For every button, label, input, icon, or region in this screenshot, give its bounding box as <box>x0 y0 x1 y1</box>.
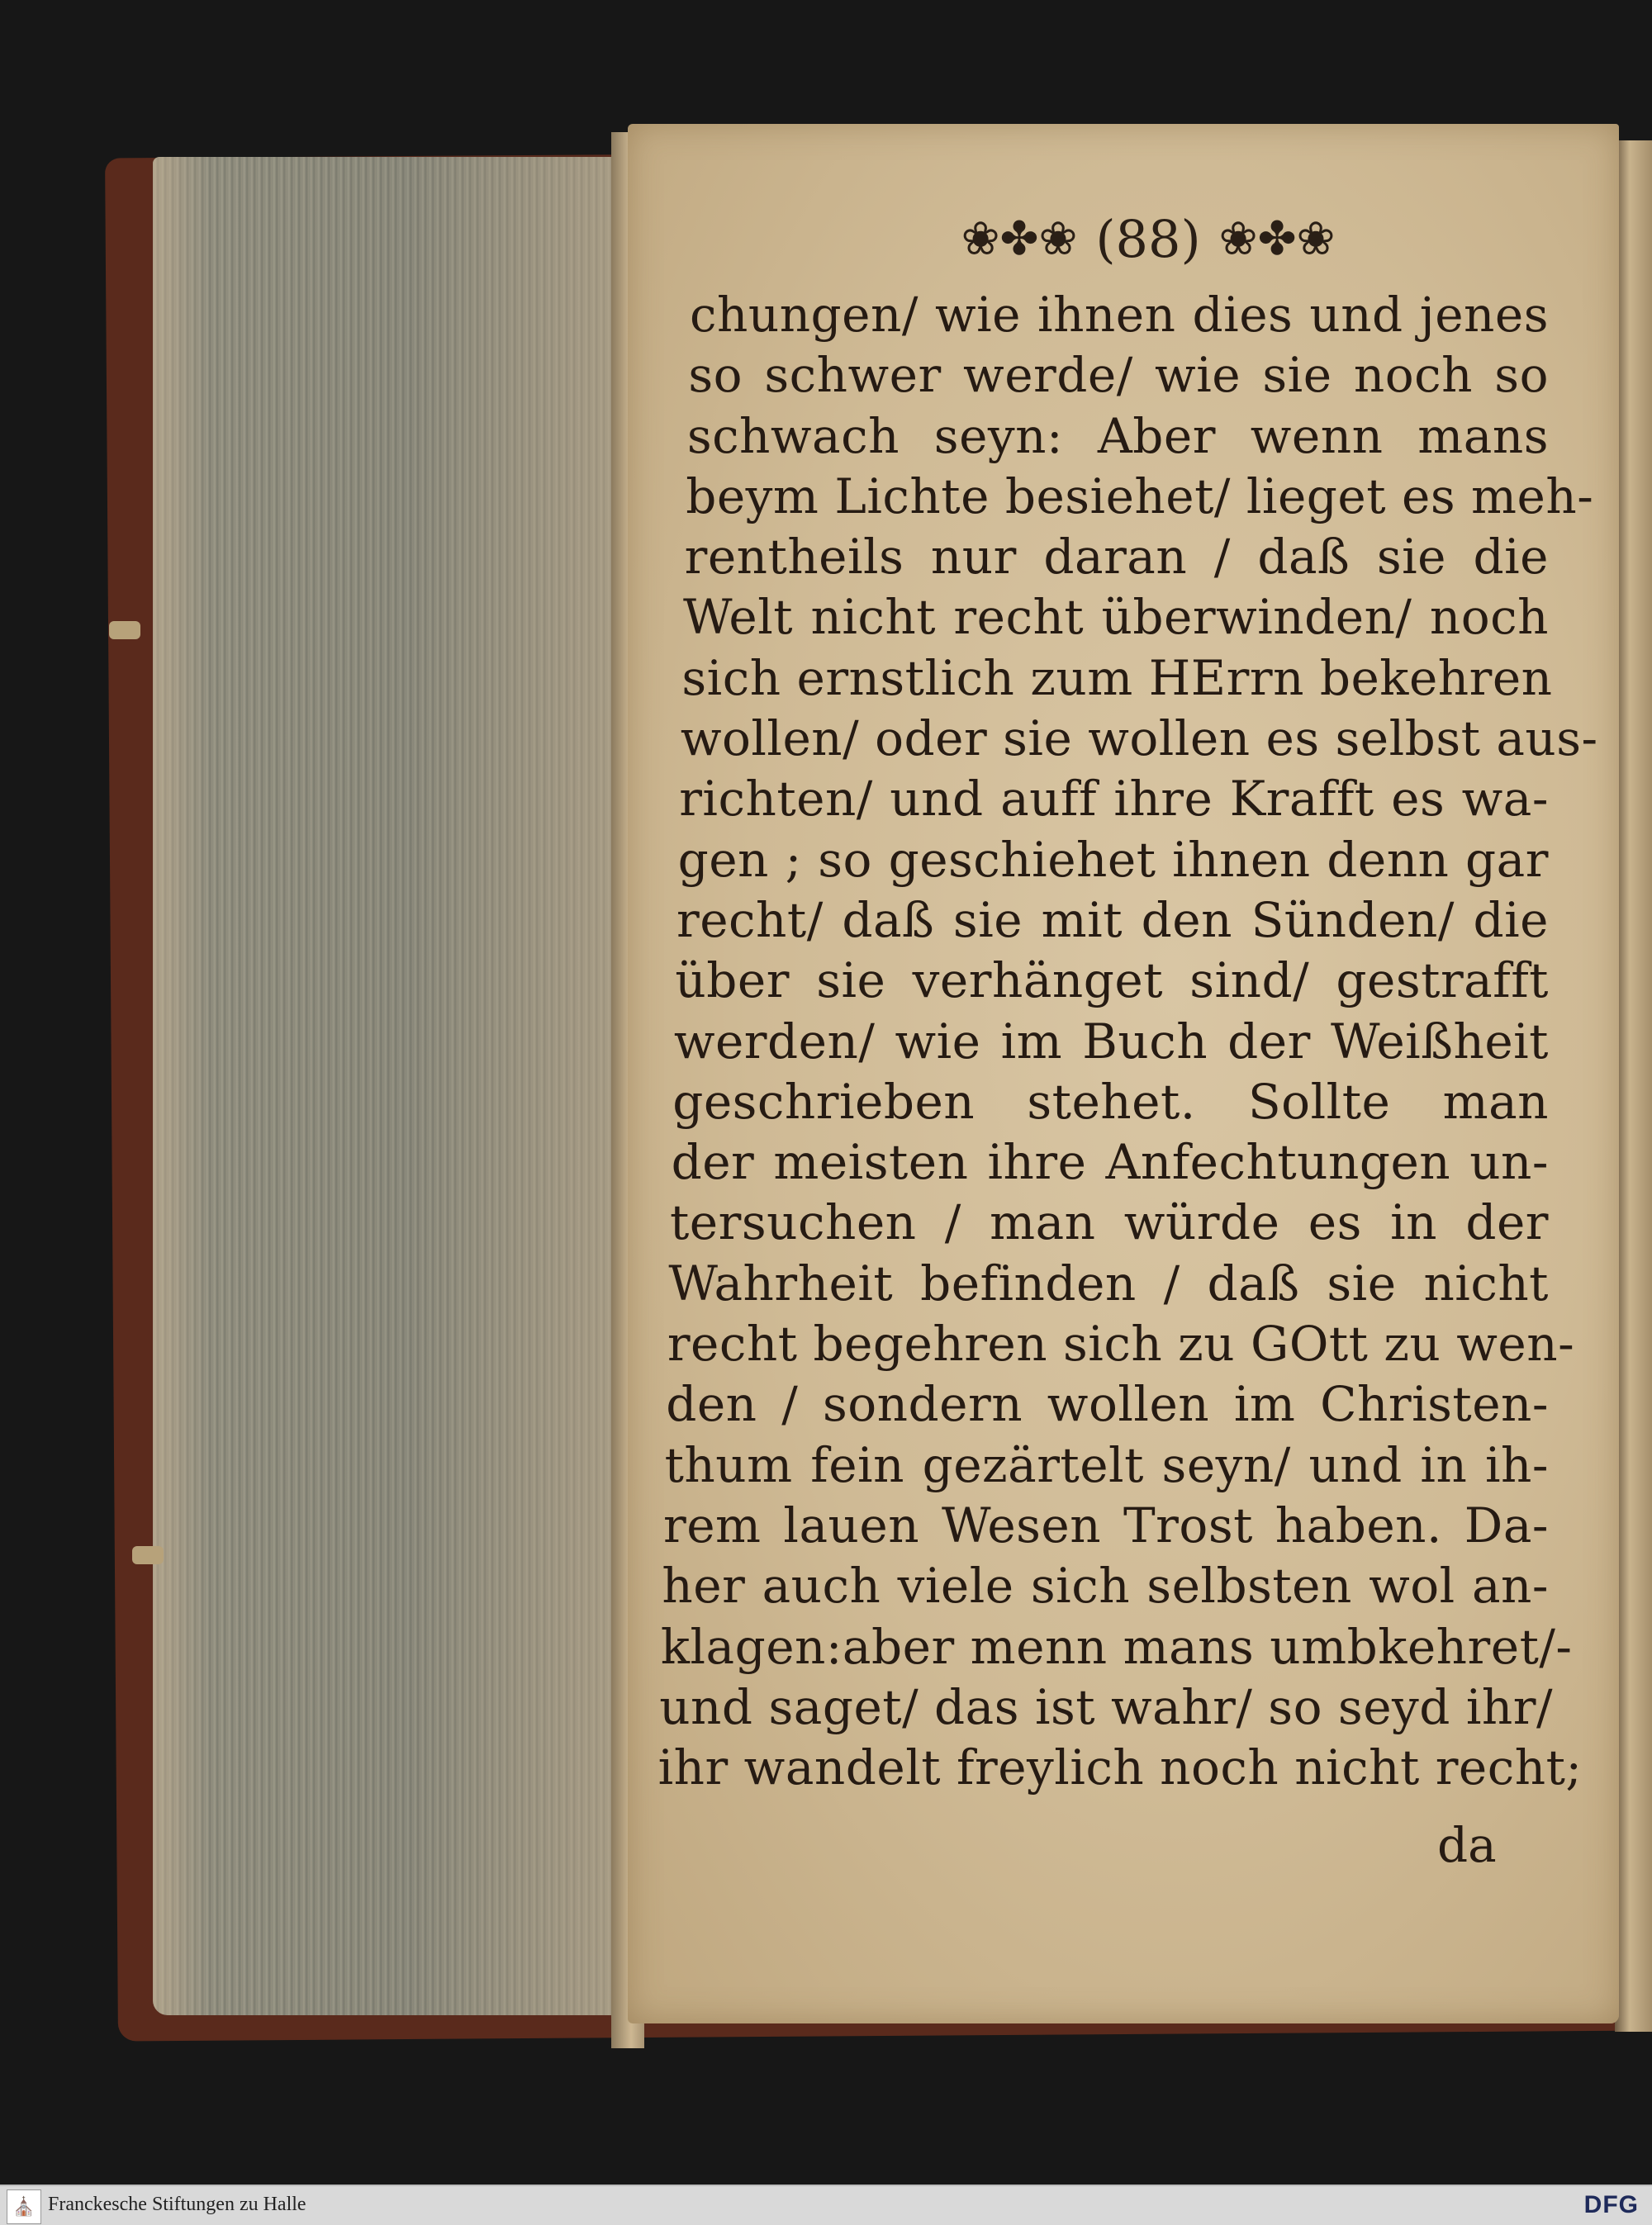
text-line: schwach seyn: Aber wenn mans <box>686 407 1549 464</box>
text-line: chungen/ wie ihnen dies und jenes <box>690 287 1549 343</box>
text-line: so schwer werde/ wie sie noch so <box>688 347 1549 404</box>
page-header <box>961 206 1336 273</box>
franckesche-stiftungen-logo-icon: ⛪ <box>7 2189 41 2224</box>
catchword: da <box>1437 1817 1497 1873</box>
text-line: sich ernstlich zum HErrn bekehren <box>681 649 1553 706</box>
text-line: rem lauen Wesen Trost haben. Da- <box>663 1497 1549 1554</box>
text-line: über sie verhänget sind/ gestrafft <box>675 952 1549 1009</box>
text-line: thum fein gezärtelt seyn/ und in ih- <box>664 1436 1549 1493</box>
text-line: geschrieben stehet. Sollte man <box>672 1073 1549 1130</box>
facing-page-edge <box>1615 140 1652 2032</box>
text-line: Wahrheit befinden / daß sie nicht <box>668 1255 1549 1312</box>
text-line: rentheils nur daran / daß sie die <box>684 529 1549 586</box>
text-line: gen ; so geschiehet ihnen denn gar <box>677 831 1549 888</box>
page-stack-shading <box>153 157 624 2015</box>
text-line: beym Lichte besiehet/ lieget es meh- <box>686 467 1594 524</box>
text-line: werden/ wie im Buch der Weißheit <box>673 1013 1549 1070</box>
text-line: und saget/ das ist wahr/ so seyd ihr/ <box>659 1678 1554 1735</box>
viewer-footer <box>0 2185 1652 2225</box>
provider-name: Franckesche Stiftungen zu Halle <box>48 2194 306 2215</box>
text-line: klagen:aber menn mans umbkehret/- <box>660 1618 1573 1675</box>
text-line: tersuchen / man würde es in der <box>670 1194 1549 1251</box>
clasp-pin-icon <box>132 1546 164 1564</box>
text-line: recht/ daß sie mit den Sünden/ die <box>676 891 1549 948</box>
clasp-pin-icon <box>109 621 140 639</box>
text-line: Welt nicht recht überwinden/ noch <box>683 589 1549 646</box>
dfg-logo: DFG <box>1583 2191 1639 2218</box>
text-line: der meisten ihre Anfechtungen un- <box>671 1134 1549 1191</box>
text-line: richten/ und auff ihre Krafft es wa- <box>679 771 1549 828</box>
ornament-left-icon: ❀✤❀ <box>961 212 1078 266</box>
text-line: wollen/ oder sie wollen es selbst aus- <box>680 710 1598 767</box>
page-number: (88) <box>1095 209 1201 269</box>
text-line: den / sondern wollen im Christen- <box>666 1376 1549 1433</box>
page-text <box>657 285 1598 1798</box>
text-line: ihr wandelt freylich noch nicht recht; <box>657 1739 1583 1796</box>
text-line: her auch viele sich selbsten wol an- <box>662 1558 1549 1615</box>
ornament-right-icon: ❀✤❀ <box>1218 212 1336 266</box>
text-line: recht begehren sich zu GOtt zu wen- <box>667 1316 1575 1373</box>
